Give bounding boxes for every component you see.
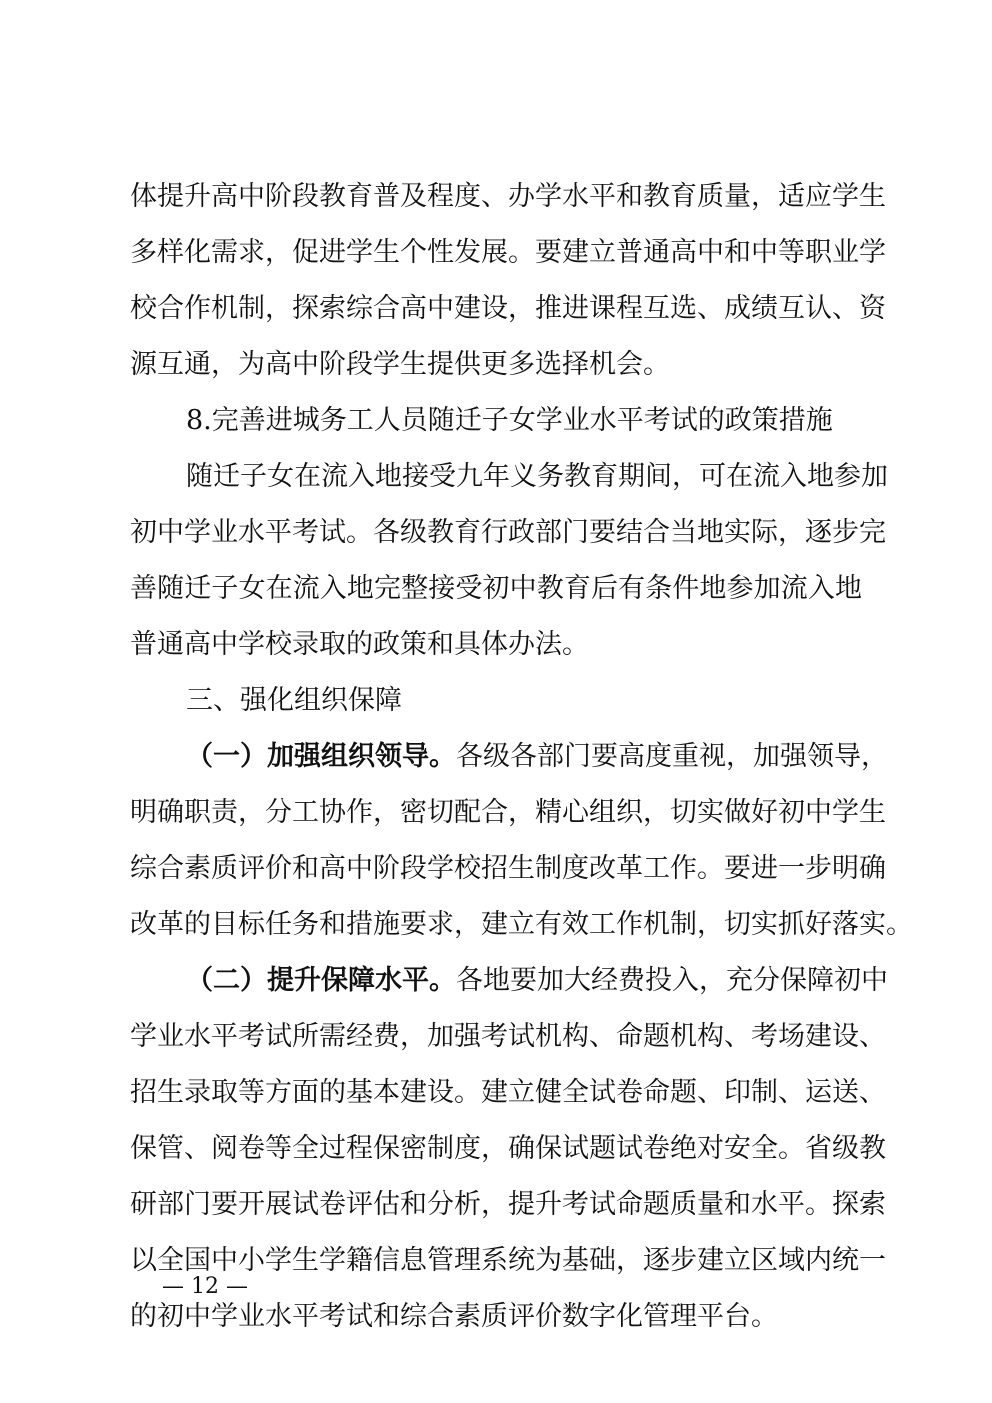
paragraph-line: 善随迁子女在流入地完整接受初中教育后有条件地参加流入地 xyxy=(130,573,862,604)
page-number: — 12 — xyxy=(162,1274,248,1299)
paragraph-line: 体提升高中阶段教育普及程度、办学水平和教育质量，适应学生 xyxy=(130,181,886,212)
paragraph-text: 各级各部门要高度重视，加强领导， xyxy=(456,741,888,772)
section-heading: 三、强化组织保障 xyxy=(186,685,402,716)
paragraph-line: 综合素质评价和高中阶段学校招生制度改革工作。要进一步明确 xyxy=(130,853,886,884)
paragraph-line: 招生录取等方面的基本建设。建立健全试卷命题、印制、运送、 xyxy=(130,1077,886,1108)
paragraph-line: 普通高中学校录取的政策和具体办法。 xyxy=(130,629,589,660)
paragraph-line: 源互通，为高中阶段学生提供更多选择机会。 xyxy=(130,349,670,380)
subsection-heading: （一）加强组织领导。 xyxy=(186,741,456,772)
paragraph-line: 的初中学业水平考试和综合素质评价数字化管理平台。 xyxy=(130,1301,778,1332)
paragraph-line: 明确职责，分工协作，密切配合，精心组织，切实做好初中学生 xyxy=(130,797,886,828)
paragraph-line: 学业水平考试所需经费，加强考试机构、命题机构、考场建设、 xyxy=(130,1021,886,1052)
numbered-item-heading: 8.完善进城务工人员随迁子女学业水平考试的政策措施 xyxy=(186,405,833,436)
paragraph-line: 保管、阅卷等全过程保密制度，确保试题试卷绝对安全。省级教 xyxy=(130,1133,886,1164)
subsection-paragraph-line xyxy=(186,961,888,1001)
paragraph-line: 改革的目标任务和措施要求，建立有效工作机制，切实抓好落实。 xyxy=(130,909,913,940)
paragraph-line: 随迁子女在流入地接受九年义务教育期间，可在流入地参加 xyxy=(186,461,888,492)
paragraph-line: 校合作机制，探索综合高中建设，推进课程互选、成绩互认、资 xyxy=(130,293,886,324)
paragraph-text: 各地要加大经费投入，充分保障初中 xyxy=(456,965,888,996)
paragraph-line: 研部门要开展试卷评估和分析，提升考试命题质量和水平。探索 xyxy=(130,1189,886,1220)
paragraph-line: 初中学业水平考试。各级教育行政部门要结合当地实际，逐步完 xyxy=(130,517,886,548)
paragraph-line: 多样化需求，促进学生个性发展。要建立普通高中和中等职业学 xyxy=(130,237,886,268)
subsection-heading: （二）提升保障水平。 xyxy=(186,965,456,996)
subsection-paragraph-line xyxy=(186,737,888,777)
paragraph-line: 以全国中小学生学籍信息管理系统为基础，逐步建立区域内统一 xyxy=(130,1245,886,1276)
